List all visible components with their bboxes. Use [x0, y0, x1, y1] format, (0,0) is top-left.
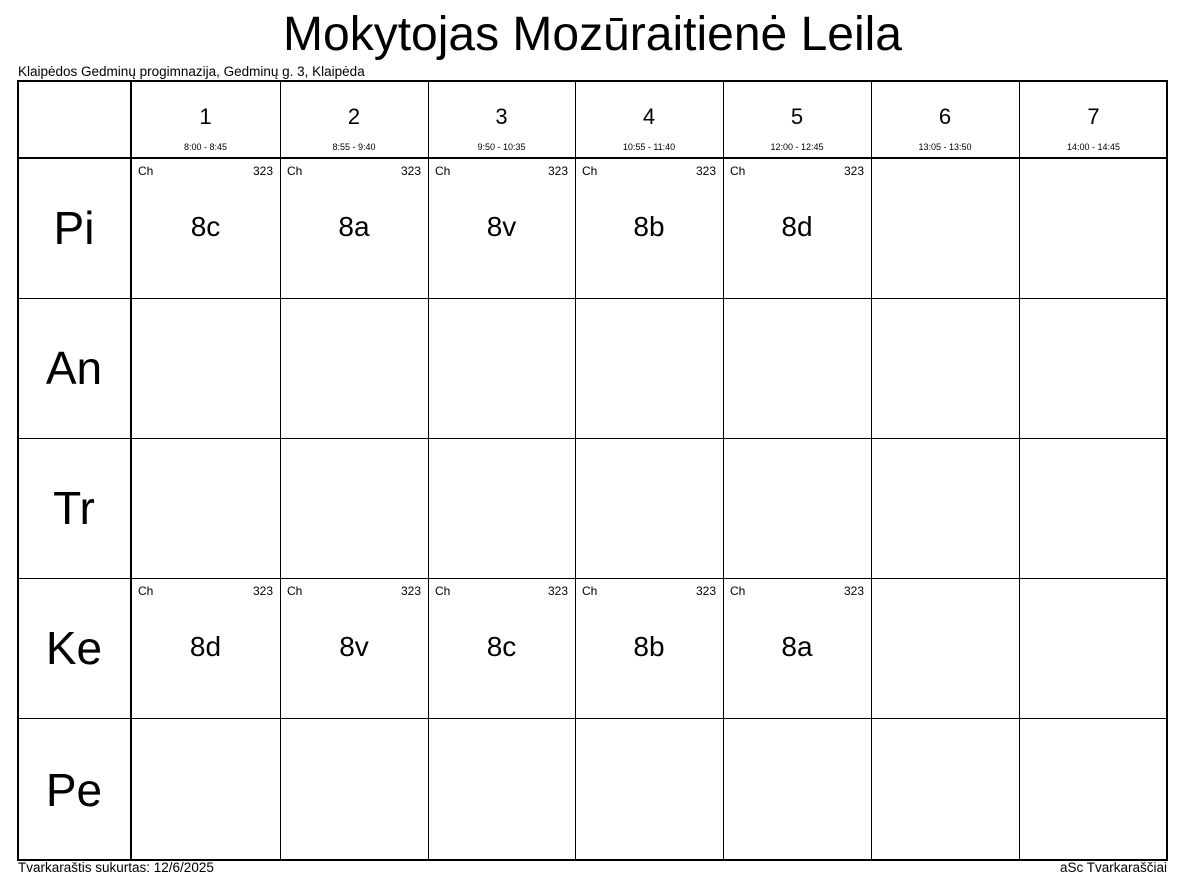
period-time: 8:55 - 9:40 — [332, 142, 376, 152]
period-time: 14:00 - 14:45 — [1066, 142, 1121, 152]
lesson-cell[interactable] — [131, 158, 280, 298]
lesson-room: 323 — [695, 584, 716, 598]
lesson-cell[interactable] — [575, 158, 723, 298]
period-time: 10:55 - 11:40 — [622, 142, 676, 152]
lesson-cell[interactable] — [280, 578, 428, 718]
lesson-class: 8b — [633, 631, 665, 662]
day-label-cell — [17, 298, 131, 438]
period-number: 1 — [199, 104, 212, 129]
lesson-subject: Ch — [138, 584, 154, 598]
period-header-1 — [131, 80, 280, 158]
period-number: 6 — [938, 104, 952, 129]
day-label: Ke — [45, 622, 103, 674]
lesson-cell[interactable] — [575, 578, 723, 718]
lesson-room: 323 — [547, 164, 568, 178]
period-time: 12:00 - 12:45 — [770, 142, 824, 152]
period-header-7 — [1019, 80, 1168, 158]
lesson-cell[interactable] — [723, 578, 871, 718]
period-number: 7 — [1087, 104, 1100, 129]
lesson-room: 323 — [252, 584, 273, 598]
lesson-subject: Ch — [730, 164, 746, 178]
lesson-room: 323 — [252, 164, 273, 178]
lesson-class: 8a — [781, 631, 813, 662]
lesson-subject: Ch — [287, 164, 303, 178]
period-header-6 — [871, 80, 1019, 158]
lesson-class: 8c — [486, 631, 517, 662]
lesson-room: 323 — [400, 164, 421, 178]
lesson-subject: Ch — [582, 584, 598, 598]
lesson-room: 323 — [843, 164, 864, 178]
grid-column-line — [1019, 80, 1020, 861]
day-label-cell — [17, 158, 131, 298]
footer-brand: aSc Tvarkaraščiai — [1059, 860, 1167, 875]
lesson-cell[interactable] — [428, 158, 575, 298]
period-number: 3 — [495, 104, 508, 129]
lesson-subject: Ch — [138, 164, 154, 178]
period-number: 2 — [347, 104, 361, 129]
lesson-room: 323 — [547, 584, 568, 598]
period-time: 8:00 - 8:45 — [183, 142, 228, 152]
lesson-subject: Ch — [287, 584, 303, 598]
lesson-subject: Ch — [435, 164, 451, 178]
period-header-4 — [575, 80, 723, 158]
day-label: Pe — [45, 763, 103, 816]
lesson-class: 8v — [339, 631, 369, 662]
lesson-cell[interactable] — [280, 158, 428, 298]
grid-row-line — [17, 438, 1168, 439]
day-label: An — [45, 342, 103, 394]
lesson-class: 8a — [338, 211, 370, 242]
period-time: 9:50 - 10:35 — [477, 142, 526, 152]
period-number: 4 — [642, 104, 656, 129]
lesson-cell[interactable] — [131, 578, 280, 718]
lesson-cell[interactable] — [428, 578, 575, 718]
lesson-room: 323 — [695, 164, 716, 178]
lesson-room: 323 — [843, 584, 864, 598]
page-title: Mokytojas Mozūraitienė Leila — [283, 8, 902, 61]
day-label-cell — [17, 718, 131, 861]
lesson-class: 8b — [633, 211, 665, 242]
lesson-subject: Ch — [435, 584, 451, 598]
lesson-class: 8v — [486, 211, 517, 242]
school-address: Klaipėdos Gedminų progimnazija, Gedminų g. 3, Klaipėda — [18, 64, 365, 79]
period-number: 5 — [790, 104, 804, 129]
period-time: 13:05 - 13:50 — [918, 142, 972, 152]
lesson-room: 323 — [400, 584, 421, 598]
lesson-subject: Ch — [582, 164, 598, 178]
period-header-5 — [723, 80, 871, 158]
day-label-cell — [17, 578, 131, 718]
day-label: Tr — [53, 482, 95, 534]
lesson-class: 8d — [781, 211, 813, 242]
period-header-2 — [280, 80, 428, 158]
lesson-cell[interactable] — [723, 158, 871, 298]
lesson-class: 8d — [189, 631, 222, 662]
lesson-subject: Ch — [730, 584, 746, 598]
day-label-cell — [17, 438, 131, 578]
day-label: Pi — [53, 202, 95, 254]
footer-created-date: Tvarkaraštis sukurtas: 12/6/2025 — [18, 860, 214, 875]
lesson-class: 8c — [190, 211, 221, 242]
timetable-grid — [17, 80, 1168, 861]
period-header-3 — [428, 80, 575, 158]
